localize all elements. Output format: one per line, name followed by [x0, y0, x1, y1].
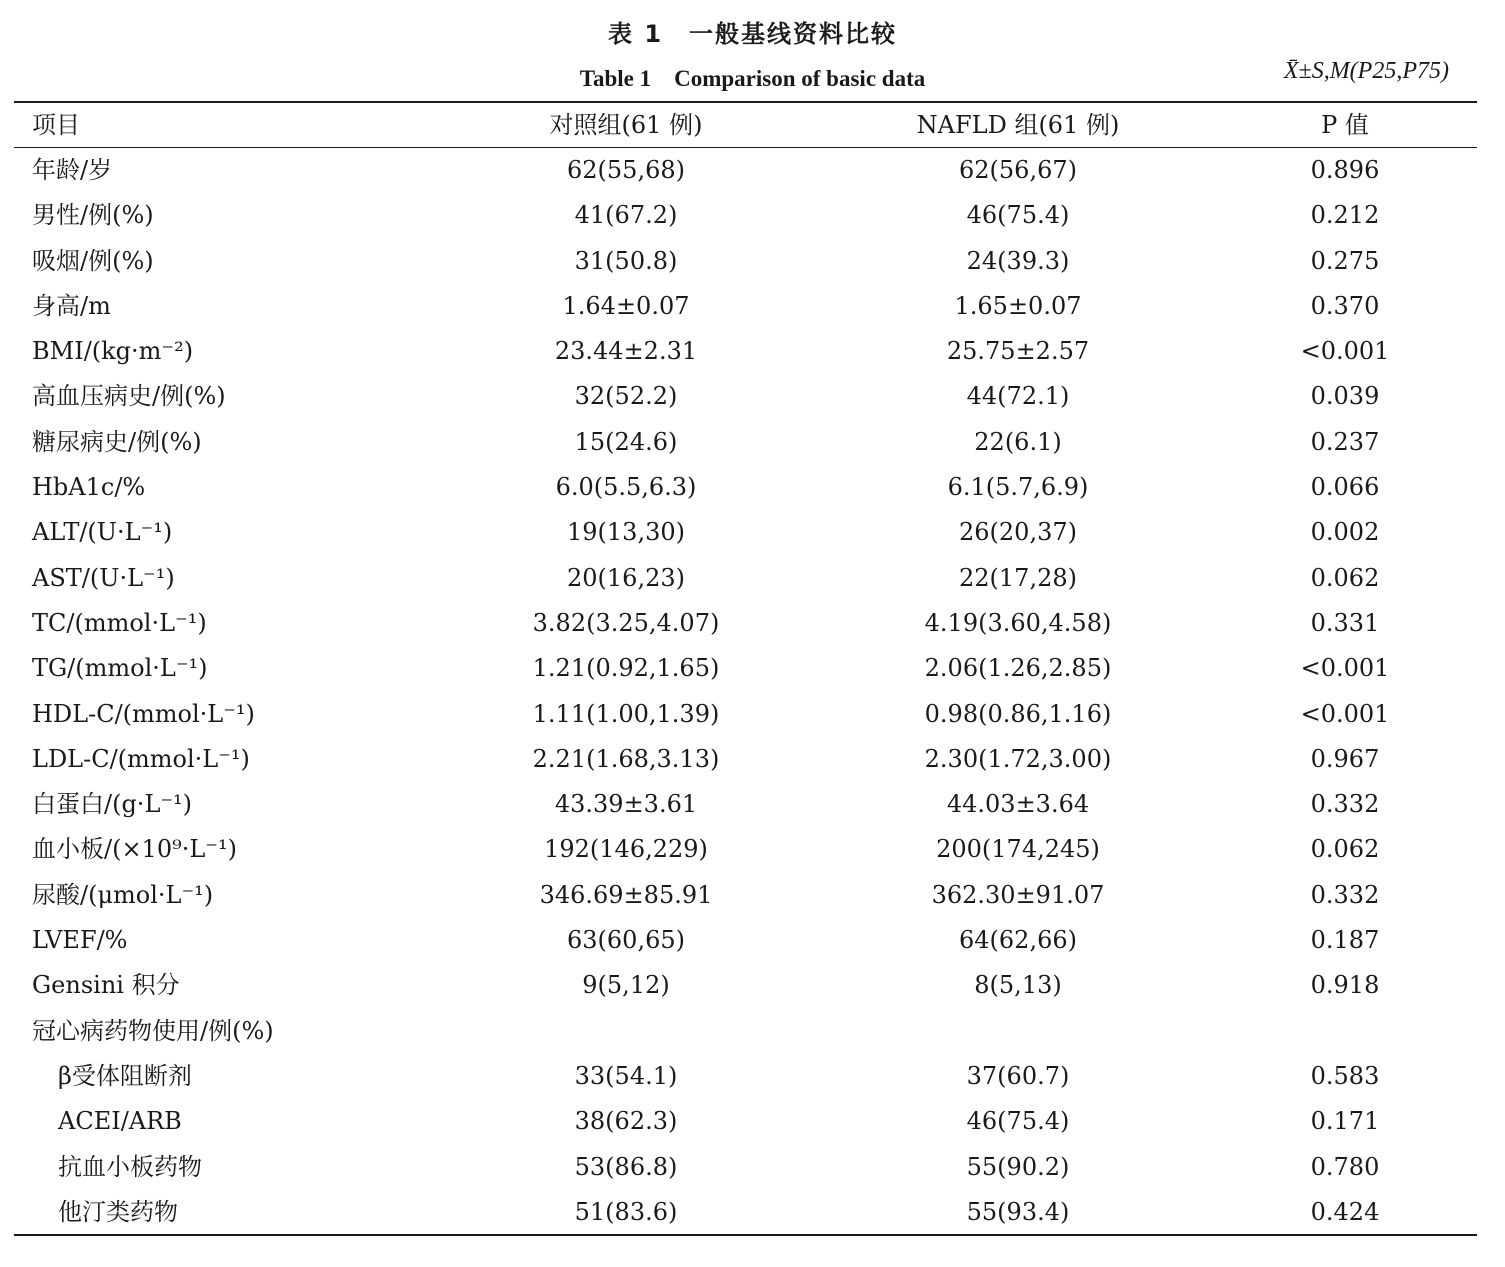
cell-control: 31(50.8) [574, 246, 678, 275]
cell-item: 白蛋白/(g·L⁻¹) [32, 790, 193, 819]
cell-nafld: 25.75±2.57 [946, 337, 1090, 366]
table-row [0, 873, 1505, 918]
cell-nafld: 55(93.4) [966, 1197, 1070, 1226]
cell-item: 他汀类药物 [58, 1197, 178, 1226]
cell-control: 1.11(1.00,1.39) [532, 699, 720, 728]
cell-control: 19(13,30) [567, 518, 685, 547]
table-row [0, 601, 1505, 646]
cell-item: Gensini 积分 [32, 971, 180, 1000]
cell-item: 抗血小板药物 [58, 1152, 202, 1181]
cell-item: 男性/例(%) [32, 201, 154, 230]
table-row [0, 239, 1505, 284]
table-row [0, 329, 1505, 374]
cell-nafld: 1.65±0.07 [954, 291, 1082, 320]
cell-control: 43.39±3.61 [554, 790, 698, 819]
cell-item: HbA1c/% [32, 473, 146, 502]
cell-control: 62(55,68) [567, 156, 685, 184]
cell-item: TC/(mmol·L⁻¹) [32, 608, 207, 637]
cell-control: 1.21(0.92,1.65) [532, 654, 720, 683]
cell-nafld: 46(75.4) [966, 1107, 1070, 1136]
table-row [0, 646, 1505, 691]
cell-item: LVEF/% [32, 926, 128, 955]
cell-control: 53(86.8) [574, 1152, 678, 1181]
cell-p-value: 0.062 [1310, 835, 1380, 864]
table-row [0, 782, 1505, 827]
cell-control: 346.69±85.91 [539, 880, 713, 909]
cell-item: 糖尿病史/例(%) [32, 427, 202, 456]
cell-control: 6.0(5.5,6.3) [555, 473, 697, 502]
bottom-rule [14, 1234, 1477, 1236]
cell-nafld: 8(5,13) [974, 971, 1062, 1000]
top-rule [14, 101, 1477, 103]
header-p-value: P 值 [1321, 111, 1369, 139]
cell-nafld: 44(72.1) [966, 382, 1070, 411]
cell-p-value: 0.062 [1310, 563, 1380, 592]
cell-item: 身高/m [32, 291, 111, 320]
cell-item: HDL-C/(mmol·L⁻¹) [32, 699, 255, 728]
cell-nafld: 46(75.4) [966, 201, 1070, 230]
cell-p-value: 0.332 [1310, 880, 1380, 909]
cell-control: 1.64±0.07 [562, 291, 690, 320]
table-row [0, 827, 1505, 872]
cell-nafld: 200(174,245) [936, 835, 1100, 864]
cell-item: TG/(mmol·L⁻¹) [32, 654, 208, 683]
cell-control: 15(24.6) [574, 427, 678, 456]
table-row [0, 918, 1505, 963]
table-row [0, 556, 1505, 601]
cell-nafld: 55(90.2) [966, 1152, 1070, 1181]
cell-p-value: 0.275 [1310, 246, 1380, 275]
cell-nafld: 2.30(1.72,3.00) [924, 744, 1112, 773]
table-row [0, 510, 1505, 555]
table-row [0, 737, 1505, 782]
cell-control: 3.82(3.25,4.07) [532, 608, 720, 637]
table-title-en: Table 1 Comparison of basic data [579, 66, 926, 91]
cell-item: 吸烟/例(%) [32, 246, 154, 275]
cell-p-value: 0.332 [1310, 790, 1380, 819]
cell-p-value: 0.780 [1310, 1152, 1380, 1181]
cell-p-value: 0.171 [1310, 1107, 1380, 1136]
cell-nafld: 64(62,66) [959, 926, 1077, 955]
cell-control: 192(146,229) [544, 835, 708, 864]
cell-p-value: <0.001 [1300, 699, 1390, 728]
cell-item: LDL-C/(mmol·L⁻¹) [32, 744, 250, 773]
cell-item: ACEI/ARB [58, 1107, 182, 1136]
cell-p-value: 0.370 [1310, 291, 1380, 320]
cell-p-value: 0.896 [1310, 156, 1380, 184]
table-row [0, 1009, 1505, 1054]
table-row [0, 374, 1505, 419]
cell-p-value: 0.967 [1310, 744, 1380, 773]
table-row [0, 148, 1505, 193]
cell-nafld: 24(39.3) [966, 246, 1070, 275]
cell-control: 41(67.2) [574, 201, 678, 230]
cell-p-value: 0.918 [1310, 971, 1380, 1000]
cell-control: 9(5,12) [582, 971, 670, 1000]
cell-control: 33(54.1) [574, 1061, 678, 1090]
cell-nafld: 22(17,28) [959, 563, 1077, 592]
cell-item: ALT/(U·L⁻¹) [32, 518, 173, 547]
cell-p-value: 0.039 [1310, 382, 1380, 411]
table-row [0, 284, 1505, 329]
cell-control: 38(62.3) [574, 1107, 678, 1136]
cell-item: 冠心病药物使用/例(%) [32, 1016, 274, 1045]
cell-control: 51(83.6) [574, 1197, 678, 1226]
cell-item: AST/(U·L⁻¹) [32, 563, 175, 592]
cell-item: 血小板/(×10⁹·L⁻¹) [32, 835, 237, 864]
statistics-notation: X̄±S,M(P25,P75) [1283, 58, 1449, 84]
table-row [0, 1099, 1505, 1144]
cell-nafld: 22(6.1) [974, 427, 1062, 456]
cell-nafld: 44.03±3.64 [946, 790, 1090, 819]
header-item: 项目 [32, 111, 80, 139]
cell-control: 20(16,23) [567, 563, 685, 592]
cell-nafld: 0.98(0.86,1.16) [924, 699, 1112, 728]
cell-control: 2.21(1.68,3.13) [532, 744, 720, 773]
cell-p-value: <0.001 [1300, 337, 1390, 366]
table-row [0, 420, 1505, 465]
cell-item: β受体阻断剂 [58, 1061, 192, 1090]
cell-p-value: 0.583 [1310, 1061, 1380, 1090]
table-row [0, 692, 1505, 737]
cell-nafld: 62(56,67) [959, 156, 1077, 184]
cell-p-value: 0.212 [1310, 201, 1380, 230]
table-row [0, 1190, 1505, 1235]
cell-nafld: 362.30±91.07 [931, 880, 1105, 909]
table-row [0, 465, 1505, 510]
table-row [0, 1145, 1505, 1190]
cell-item: BMI/(kg·m⁻²) [32, 337, 194, 366]
cell-nafld: 4.19(3.60,4.58) [924, 608, 1112, 637]
cell-p-value: 0.237 [1310, 427, 1380, 456]
cell-item: 尿酸/(μmol·L⁻¹) [32, 880, 214, 909]
table-body [0, 148, 1505, 1235]
table-row [0, 963, 1505, 1008]
cell-nafld: 6.1(5.7,6.9) [947, 473, 1089, 502]
table-title-cn: 表 1 一般基线资料比较 [607, 20, 898, 48]
table-row [0, 1054, 1505, 1099]
cell-p-value: 0.424 [1310, 1197, 1380, 1226]
header-nafld-group: NAFLD 组(61 例) [916, 111, 1120, 139]
cell-p-value: <0.001 [1300, 654, 1390, 683]
cell-nafld: 26(20,37) [959, 518, 1077, 547]
cell-nafld: 37(60.7) [966, 1061, 1070, 1090]
cell-p-value: 0.187 [1310, 926, 1380, 955]
cell-control: 32(52.2) [574, 382, 678, 411]
cell-p-value: 0.002 [1310, 518, 1380, 547]
cell-p-value: 0.066 [1310, 473, 1380, 502]
header-control-group: 对照组(61 例) [549, 111, 703, 139]
cell-control: 23.44±2.31 [554, 337, 698, 366]
cell-control: 63(60,65) [567, 926, 685, 955]
cell-nafld: 2.06(1.26,2.85) [924, 654, 1112, 683]
cell-item: 年龄/岁 [32, 156, 113, 184]
cell-p-value: 0.331 [1310, 608, 1380, 637]
table-row [0, 193, 1505, 238]
cell-item: 高血压病史/例(%) [32, 382, 226, 411]
